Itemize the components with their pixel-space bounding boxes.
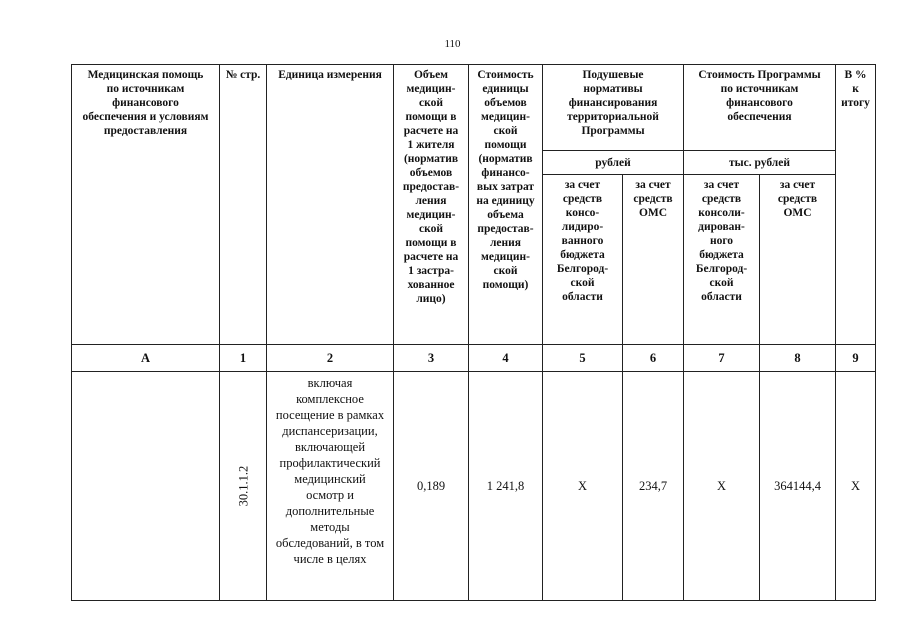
cell-line-number xyxy=(220,372,267,601)
header-line-number: № стр. xyxy=(220,65,267,345)
cell-volume: 0,189 xyxy=(394,372,469,601)
header-unit-thousand-rubles: тыс. рублей xyxy=(684,151,836,175)
line-number-text: 30.1.1.2 xyxy=(236,465,250,507)
column-number: 6 xyxy=(623,345,684,372)
cell-unit: включая комплексное посещение в рамках диспансеризации, включающей профилактический медицинский осмотр и дополнительные методы обследований, в том числе в целях xyxy=(267,372,394,601)
header-program-cost: Стоимость Программы по источникам финансового обеспечения xyxy=(684,65,836,151)
column-number: 3 xyxy=(394,345,469,372)
column-number: А xyxy=(72,345,220,372)
header-row-1 xyxy=(72,65,876,151)
header-oms-rubles: за счет средств ОМС xyxy=(623,175,684,345)
cell-budget-thousand: Х xyxy=(684,372,760,601)
header-medical-care: Медицинская помощь по источникам финансового обеспечения и условиям предоставления xyxy=(72,65,220,345)
column-number: 1 xyxy=(220,345,267,372)
header-unit: Единица измерения xyxy=(267,65,394,345)
column-number: 7 xyxy=(684,345,760,372)
column-number: 9 xyxy=(836,345,876,372)
column-number: 8 xyxy=(760,345,836,372)
cell-percent-total: Х xyxy=(836,372,876,601)
header-budget-rubles: за счет средств консо- лидиро- ванного бюджета Белгород- ской области xyxy=(543,175,623,345)
column-number-row xyxy=(72,345,876,372)
header-per-capita-norms: Подушевые нормативы финансирования территориальной Программы xyxy=(543,65,684,151)
header-oms-thousand: за счет средств ОМС xyxy=(760,175,836,345)
cell-oms-rubles: 234,7 xyxy=(623,372,684,601)
cell-budget-rubles: Х xyxy=(543,372,623,601)
column-number: 4 xyxy=(469,345,543,372)
financing-table xyxy=(71,64,876,601)
cell-medical-care xyxy=(72,372,220,601)
cell-oms-thousand: 364144,4 xyxy=(760,372,836,601)
header-budget-thousand: за счет средств консоли- дирован- ного бюджета Белгород- ской области xyxy=(684,175,760,345)
page-number: 110 xyxy=(444,38,461,50)
table-row xyxy=(72,372,876,601)
column-number: 2 xyxy=(267,345,394,372)
header-volume: Объем медицин- ской помощи в расчете на 1 жителя (норматив объемов предостав- ления медицин- ской помощи в расчете на 1 застра- хованное лицо) xyxy=(394,65,469,345)
header-unit-cost: Стоимость единицы объемов медицин- ской помощи (норматив финансо- вых затрат на единицу объема предостав- ления медицин- ской помощи) xyxy=(469,65,543,345)
header-unit-rubles: рублей xyxy=(543,151,684,175)
cell-unit-cost: 1 241,8 xyxy=(469,372,543,601)
header-percent-total: В % к итогу xyxy=(836,65,876,345)
column-number: 5 xyxy=(543,345,623,372)
